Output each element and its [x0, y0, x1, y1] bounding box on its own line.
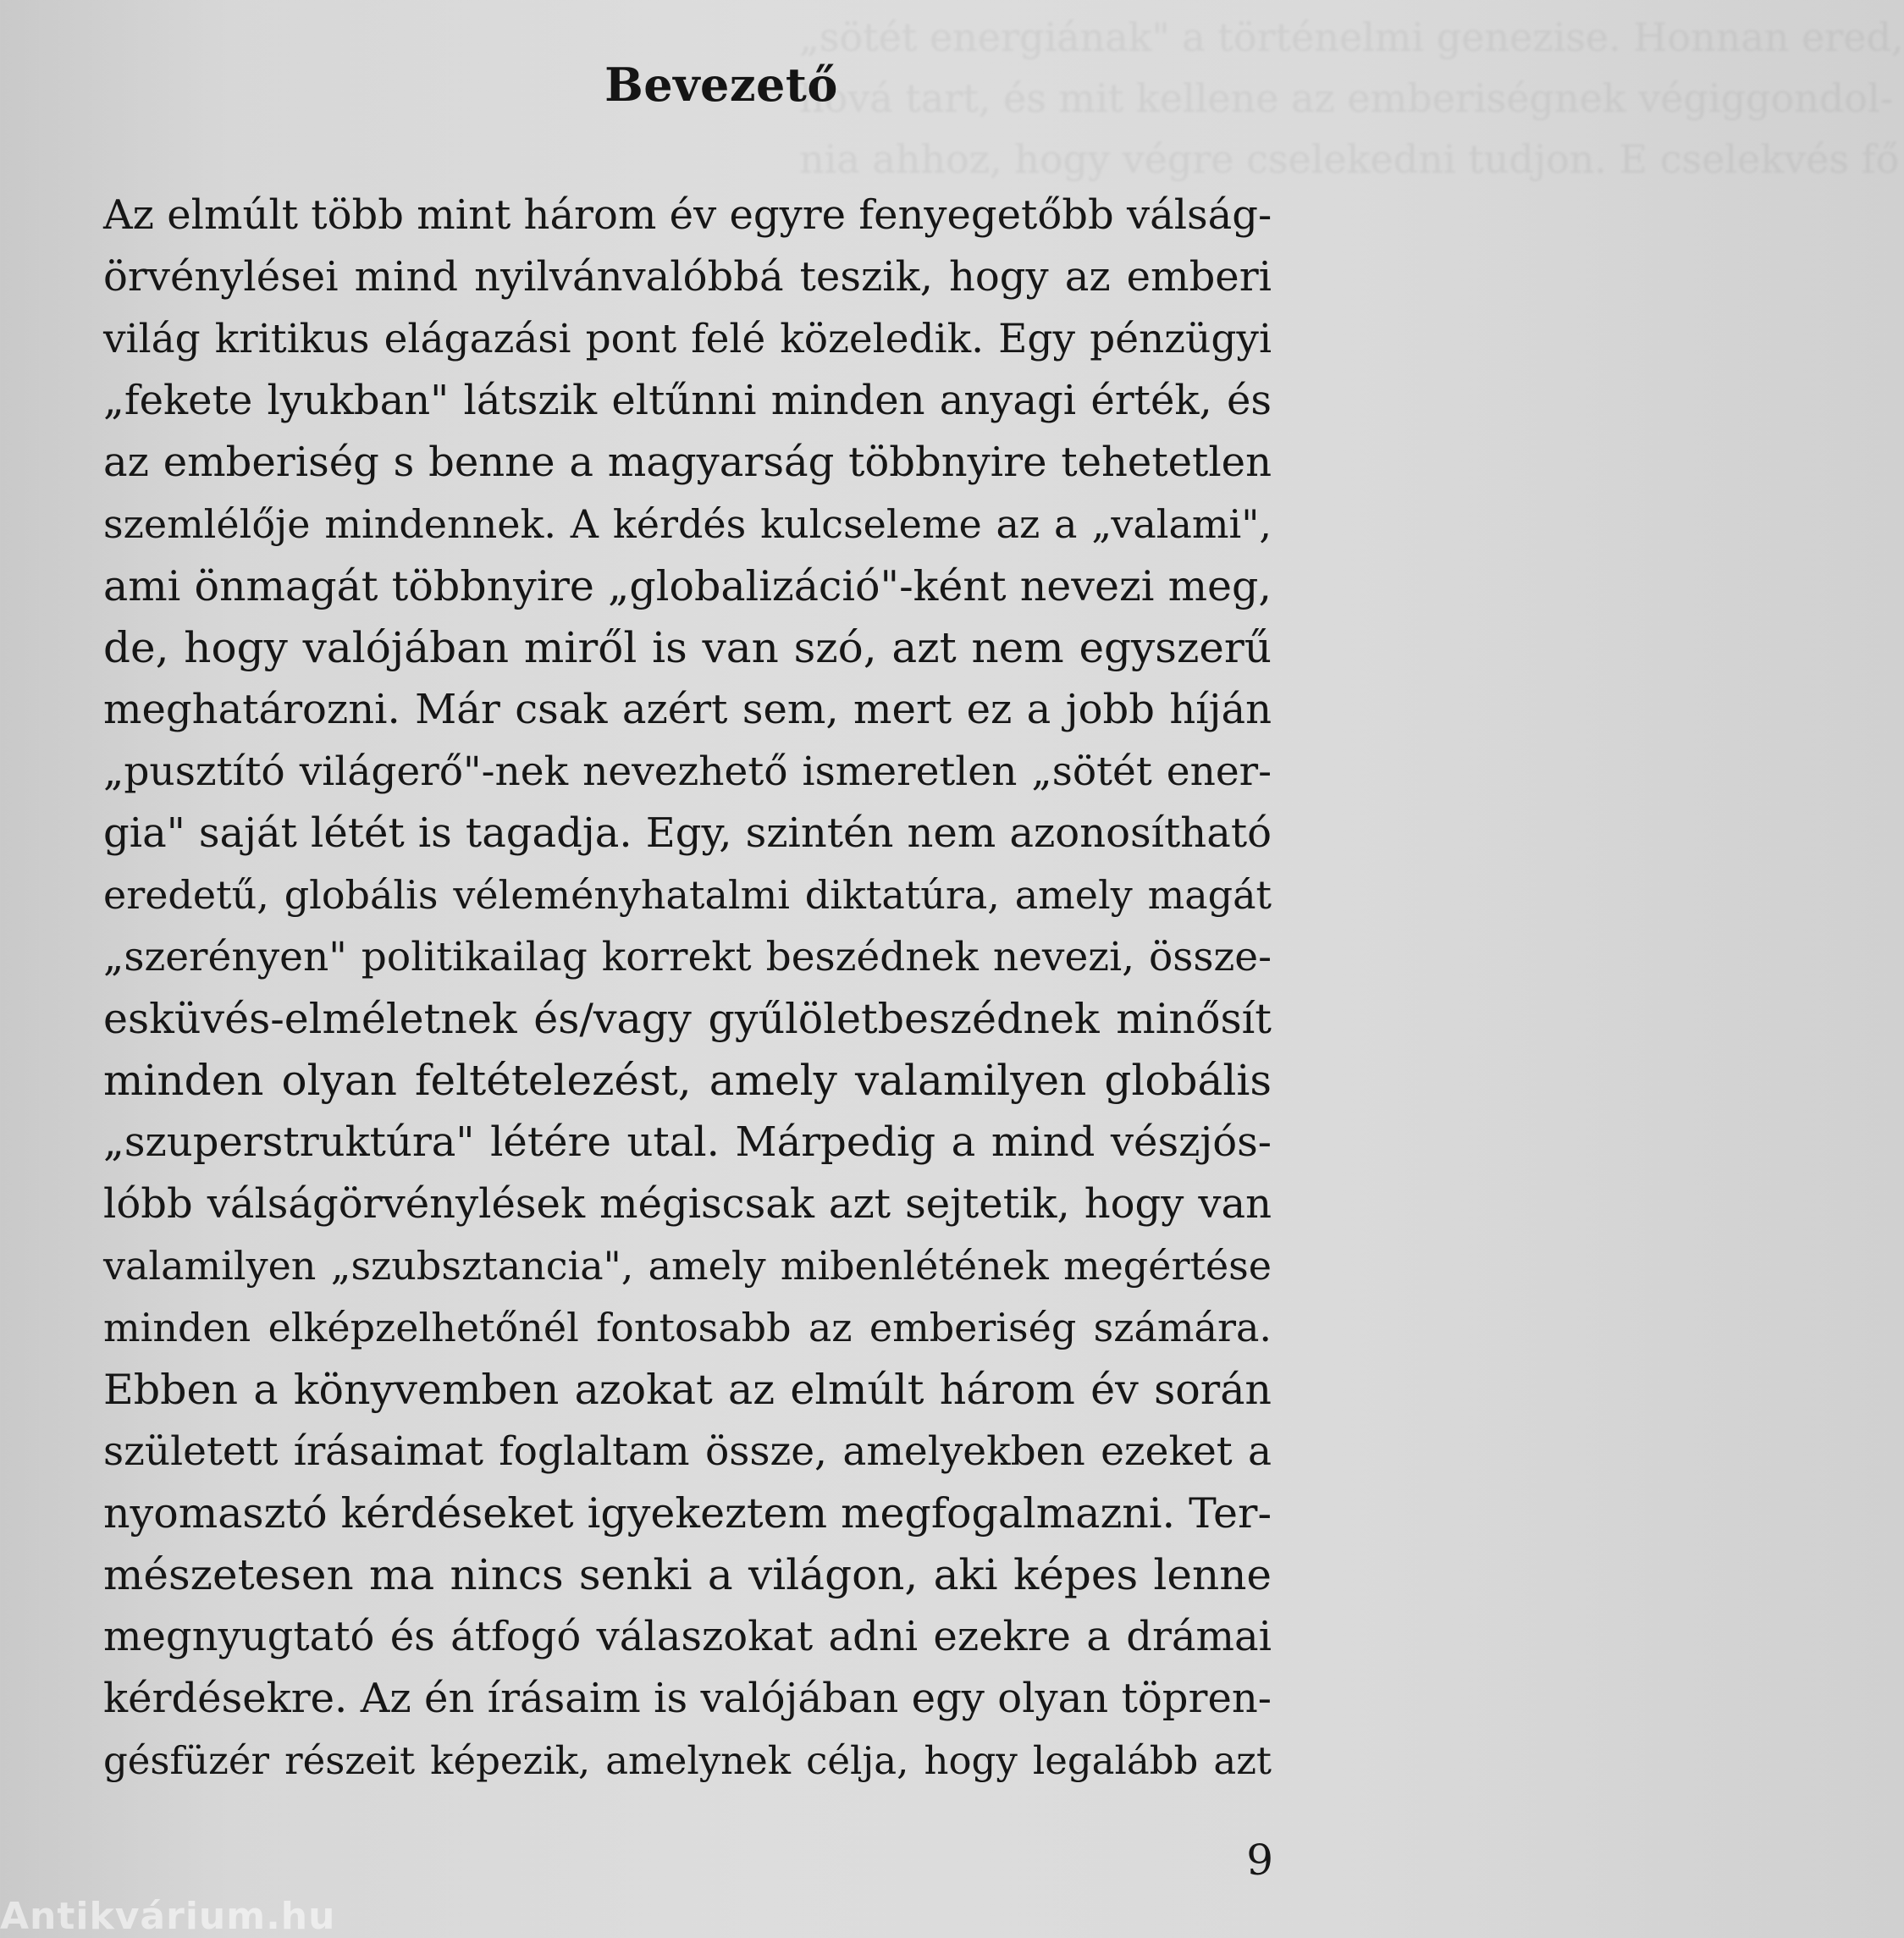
text-line: ami önmagát többnyire „globalizáció"-ként nevezi meg, [103, 562, 1272, 610]
bleed-through-line: „sötét energiának" a történelmi genezise. Honnan ered, [799, 14, 1904, 60]
text-line: „pusztító világerő"-nek nevezhető ismeretlen „sötét ener- [103, 748, 1272, 795]
text-line: világ kritikus elágazási pont felé közeledik. Egy pénzügyi [103, 316, 1272, 362]
text-line: eredetű, globális véleményhatalmi diktatúra, amely magát [103, 872, 1272, 918]
text-line: örvénylései mind nyilvánvalóbbá teszik, hogy az emberi [103, 253, 1272, 301]
text-line: meghatározni. Már csak azért sem, mert ez a jobb híján [103, 686, 1272, 733]
text-line: gia" saját létét is tagadja. Egy, szintén nem azonosítható [103, 809, 1272, 857]
text-line: „fekete lyukban" látszik eltűnni minden anyagi érték, és [103, 377, 1272, 424]
text-line: született írásaimat foglaltam össze, amelyekben ezeket a [103, 1428, 1272, 1475]
text-line: minden elképzelhetőnél fontosabb az emberiség számára. [103, 1305, 1272, 1350]
text-line: valamilyen „szubsztancia", amely mibenlétének megértése [103, 1243, 1272, 1289]
chapter-title: Bevezető [604, 58, 838, 112]
text-line: Az elmúlt több mint három év egyre fenyegetőbb válság- [103, 191, 1272, 239]
text-line: mészetesen ma nincs senki a világon, aki képes lenne [103, 1550, 1272, 1599]
text-line: Ebben a könyvemben azokat az elmúlt három év során [103, 1366, 1272, 1414]
page-number: 9 [1246, 1836, 1273, 1885]
text-line: kérdésekre. Az én írásaim is valójában egy olyan töpren- [103, 1675, 1272, 1722]
text-line: szemlélője mindennek. A kérdés kulcseleme az a „valami", [103, 501, 1272, 547]
text-line: gésfüzér részeit képezik, amelynek célja, hogy legalább azt [103, 1738, 1272, 1783]
text-line: az emberiség s benne a magyarság többnyire tehetetlen [103, 439, 1272, 486]
watermark: Antikvárium.hu [0, 1895, 336, 1938]
text-line: de, hogy valójában miről is van szó, azt nem egyszerű [103, 623, 1272, 672]
text-line: „szerényen" politikailag korrekt beszédnek nevezi, össze- [103, 934, 1272, 980]
text-line: „szuperstruktúra" létére utal. Márpedig a mind vészjós- [103, 1118, 1272, 1166]
bleed-through-line: hová tart, és mit kellene az emberiségnek végiggondol- [799, 75, 1894, 121]
body-text [103, 185, 1272, 1792]
text-line: lóbb válságörvénylések mégiscsak azt sejtetik, hogy van [103, 1180, 1272, 1228]
text-line: esküvés-elméletnek és/vagy gyűlöletbeszédnek minősít [103, 995, 1272, 1043]
text-line: minden olyan feltételezést, amely valamilyen globális [103, 1056, 1272, 1105]
text-line: nyomasztó kérdéseket igyekeztem megfogalmazni. Ter- [103, 1489, 1272, 1538]
bleed-through-line: nia ahhoz, hogy végre cselekedni tudjon. E cselekvés fő [799, 136, 1900, 182]
text-line: megnyugtató és átfogó válaszokat adni ezekre a drámai [103, 1613, 1272, 1660]
